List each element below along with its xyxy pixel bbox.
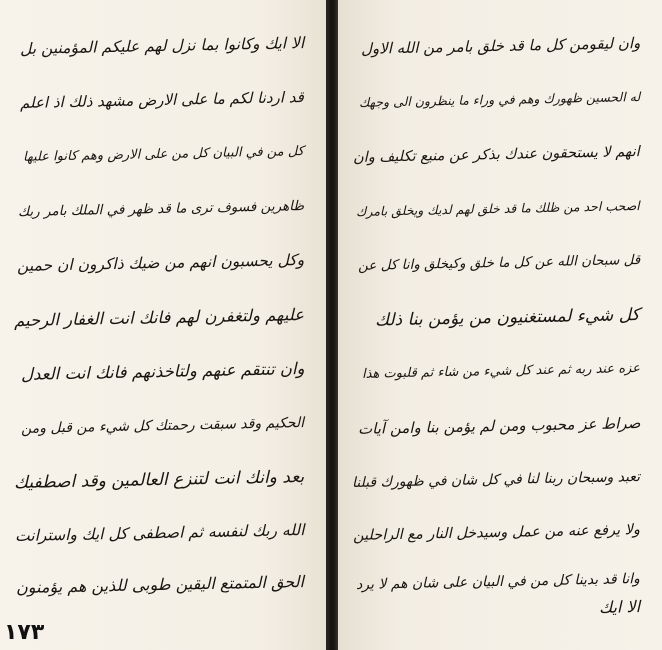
text-line: قل سبحان الله عن كل ما خلق وكيخلق وانا كل عن xyxy=(357,252,641,274)
text-line: الا ايك xyxy=(598,597,641,617)
text-line: انهم لا يستحقون عندك بذكر عن منيع تكليف وان xyxy=(353,144,641,167)
text-line: الله ربك لنفسه ثم اصطفى كل ايك واسترانت xyxy=(14,521,305,546)
text-line: ولا يرفع عنه من عمل وسيدخل النار مع الراحلين xyxy=(352,522,641,545)
text-line: وكل يحسبون انهم من ضيك ذاكرون ان حمين xyxy=(16,251,305,276)
text-line: الحق المتمتع اليقين طوبى للذين هم يؤمنون xyxy=(15,572,305,598)
text-line: له الحسين ظهورك وهم في وراء ما ينظرون الى وجهك xyxy=(358,89,641,110)
text-line: ظاهرين فسوف ترى ما قد ظهر في الملك بامر ربك xyxy=(17,198,305,220)
book-gutter xyxy=(326,0,338,650)
text-line: قد اردنا لكم ما على الارض مشهد ذلك اذ اعلم xyxy=(20,88,305,112)
text-line: عليهم ولتغفرن لهم فانك انت الغفار الرحيم xyxy=(13,305,305,331)
text-line: كل شيء لمستغنيون من يؤمن بنا ذلك xyxy=(375,305,641,331)
page-number: ۱۷۳ xyxy=(4,620,45,645)
text-line: بعد وانك انت لتنزع العالمين وقد اصطفيك xyxy=(13,467,305,494)
text-line: عزه عند ربه ثم عند كل شيء من شاء ثم قلبوت هذا xyxy=(361,361,641,382)
text-line: كل من في البيان كل من على الارض وهم كانوا عليها xyxy=(23,144,305,165)
left-page xyxy=(0,0,326,650)
text-line: وان ليقومن كل ما قد خلق بامر من الله الاول xyxy=(360,34,641,58)
text-line: اصحب احد من ظلك ما قد خلق لهم لديك ويخلق بامرك xyxy=(356,198,641,219)
text-line: تعبد وسبحان ربنا لنا في كل شان في ظهورك قبلنا xyxy=(351,469,641,492)
text-line: الحكيم وقد سبقت رحمتك كل شيء من قبل ومن xyxy=(20,415,305,437)
text-line: وان تنتقم عنهم ولتاخذنهم فانك انت العدل xyxy=(20,359,305,384)
text-line: صراط عز محبوب ومن لم يؤمن بنا وامن آيات xyxy=(357,414,641,438)
right-page xyxy=(338,0,662,650)
text-line: وانا قد بدينا كل من في البيان على شان هم لا يرد xyxy=(356,571,641,593)
text-line: الا ايك وكانوا بما نزل لهم عليكم المؤمنين بل xyxy=(19,34,305,58)
